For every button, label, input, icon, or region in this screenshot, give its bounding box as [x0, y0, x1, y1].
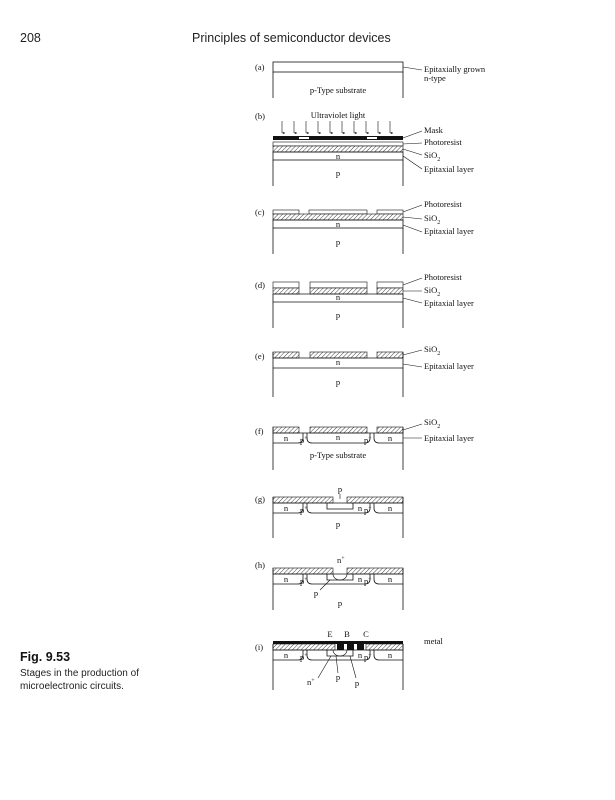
panel-label-i: (i) — [255, 642, 264, 652]
b-sio2-label: SiO$_2$ — [424, 150, 441, 163]
f-n-left: n — [283, 433, 289, 443]
b-uv-label: Ultraviolet light — [310, 110, 366, 120]
panel-label-e: (e) — [255, 351, 265, 361]
d-n-label: n — [335, 292, 341, 302]
a-side-label-1: Epitaxially grown — [424, 64, 486, 74]
b-n-label: n — [335, 151, 341, 161]
d-sio2-label: SiO$_2$ — [424, 285, 441, 298]
e-sio2-label: SiO$_2$ — [424, 344, 441, 357]
d-epi-label: Epitaxial layer — [424, 298, 474, 308]
i-n-left: n — [283, 650, 289, 660]
emitter-contact — [337, 644, 344, 650]
c-epi-label: Epitaxial layer — [424, 226, 474, 236]
panel-h — [255, 555, 403, 610]
panel-a — [255, 62, 486, 98]
i-p-substrate: p — [354, 678, 360, 688]
figure-caption-title: Fig. 9.53 — [20, 650, 71, 664]
g-pplus-left: p+ — [300, 505, 308, 515]
f-pplus-right: p+ — [364, 435, 372, 445]
page-number: 208 — [20, 31, 41, 45]
d-photoresist-label: Photoresist — [424, 272, 462, 282]
g-p-label: p — [335, 519, 341, 529]
c-photoresist-label: Photoresist — [424, 199, 462, 209]
h-p-label: p — [337, 598, 343, 608]
d-p-label: p — [335, 310, 341, 320]
panel-label-d: (d) — [255, 280, 265, 290]
g-pplus-right: p+ — [364, 505, 372, 515]
i-nplus-emitter: n+ — [307, 677, 315, 687]
e-epi-label: Epitaxial layer — [424, 361, 474, 371]
g-n-center: n — [357, 503, 363, 513]
f-epi-label: Epitaxial layer — [424, 433, 474, 443]
panel-e — [255, 344, 474, 397]
g-n-right: n — [387, 503, 393, 513]
panel-label-c: (c) — [255, 207, 265, 217]
f-n-right: n — [387, 433, 393, 443]
panel-i — [255, 629, 444, 690]
panel-c — [255, 199, 474, 254]
h-pplus-left: p+ — [300, 576, 308, 586]
h-n-right: n — [387, 574, 393, 584]
g-n-left: n — [283, 503, 289, 513]
a-side-label-2: n-type — [424, 73, 446, 83]
c-p-label: p — [335, 237, 341, 247]
b-p-label: p — [335, 168, 341, 178]
i-n-center: n — [357, 650, 363, 660]
h-nplus-top: n+ — [337, 555, 345, 565]
b-photoresist-label: Photoresist — [424, 137, 462, 147]
metal-layer — [273, 641, 403, 644]
i-base-label: B — [344, 629, 350, 639]
f-n-center: n — [335, 432, 341, 442]
e-p-label: p — [335, 377, 341, 387]
a-substrate-label: p-Type substrate — [309, 85, 367, 95]
i-emitter-label: E — [327, 629, 333, 639]
i-n-right: n — [387, 650, 393, 660]
base-contact — [347, 644, 354, 650]
h-n-left: n — [283, 574, 289, 584]
c-n-label: n — [335, 219, 341, 229]
panel-f — [255, 417, 474, 470]
panel-g — [255, 484, 403, 538]
panel-label-h: (h) — [255, 560, 265, 570]
panel-d — [255, 272, 474, 328]
panel-label-f: (f) — [255, 426, 264, 436]
g-p-top-label: p — [337, 484, 343, 494]
b-epi-label: Epitaxial layer — [424, 164, 474, 174]
f-substrate-label: p-Type substrate — [309, 450, 367, 460]
i-collector-label: C — [363, 629, 369, 639]
uv-arrows — [282, 121, 390, 133]
figure-caption-text: Stages in the production of microelectronic circuits. — [20, 668, 139, 692]
panel-label-b: (b) — [255, 111, 265, 121]
i-metal-label: metal — [424, 636, 443, 646]
c-sio2-label: SiO$_2$ — [424, 213, 441, 226]
h-p-base: p — [313, 588, 319, 598]
f-pplus-left: p+ — [300, 435, 308, 445]
panel-label-a: (a) — [255, 62, 265, 72]
panel-label-g: (g) — [255, 494, 265, 504]
h-pplus-right: p+ — [364, 576, 372, 586]
b-mask-label: Mask — [424, 125, 443, 135]
f-sio2-label: SiO$_2$ — [424, 417, 441, 430]
running-title: Principles of semiconductor devices — [192, 31, 391, 45]
i-p-base: p — [335, 672, 341, 682]
panel-b — [255, 110, 474, 186]
photo-mask — [273, 136, 403, 140]
e-n-label: n — [335, 357, 341, 367]
i-pplus-right: p+ — [364, 652, 372, 662]
i-pplus-left: p+ — [300, 652, 308, 662]
h-n-center: n — [357, 574, 363, 584]
